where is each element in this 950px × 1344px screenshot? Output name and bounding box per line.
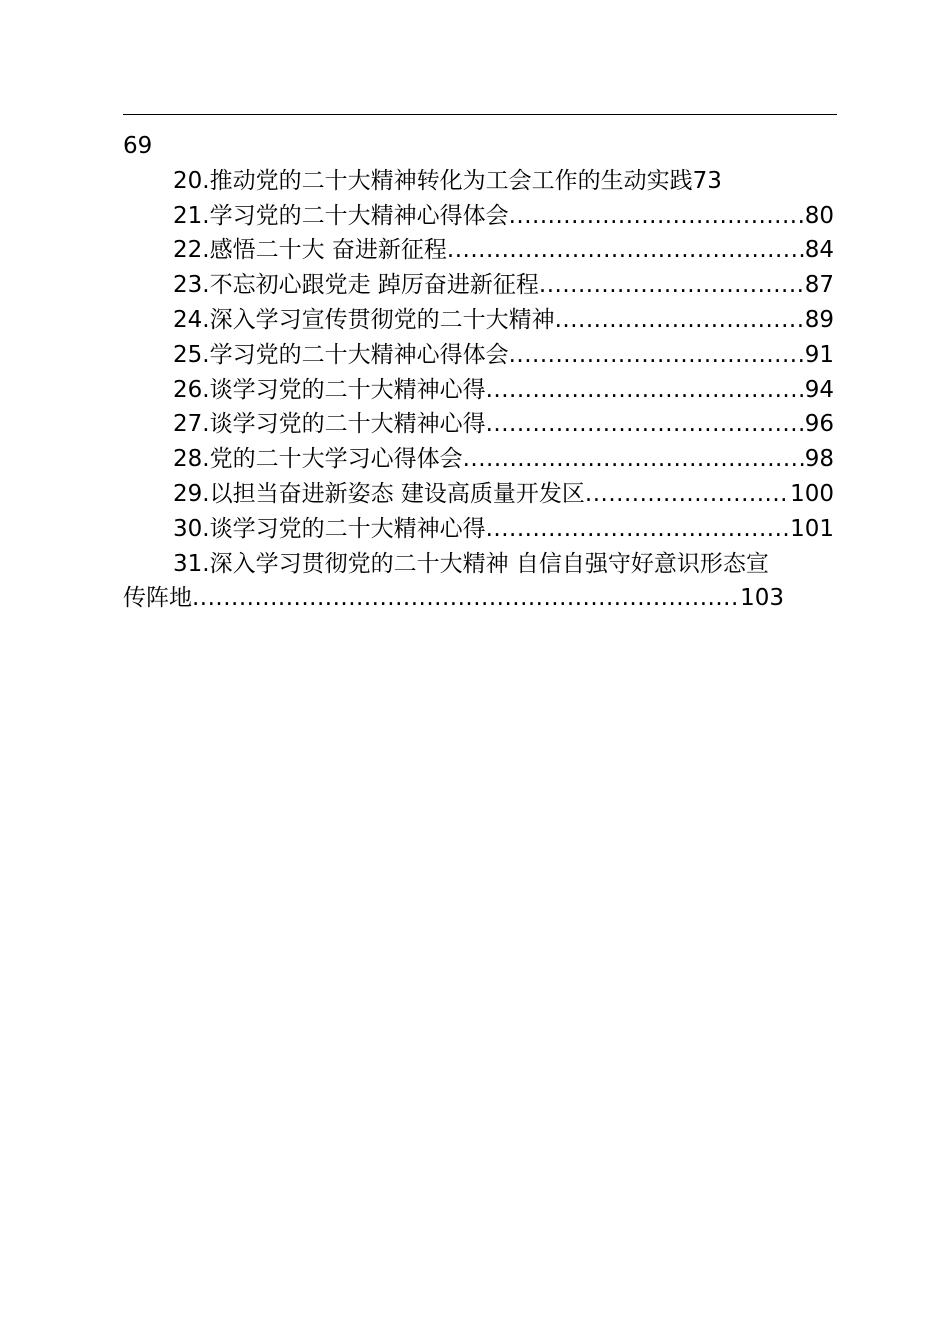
toc-dot-leader bbox=[486, 373, 805, 408]
toc-entry-title-continued: 传阵地 bbox=[123, 585, 192, 612]
toc-entry-page: 98 bbox=[804, 446, 834, 473]
toc-entry-title: 21.学习党的二十大精神心得体会 bbox=[173, 202, 509, 229]
toc-entry-page: 89 bbox=[804, 306, 834, 333]
toc-entry-page: 96 bbox=[804, 411, 834, 438]
toc-entry-page: 103 bbox=[740, 585, 784, 612]
toc-dot-leader bbox=[486, 407, 805, 442]
toc-entry[interactable] bbox=[123, 268, 834, 303]
toc-entry-title: 24.深入学习宣传贯彻党的二十大精神 bbox=[173, 306, 555, 333]
toc-entry-title: 20.推动党的二十大精神转化为工会工作的生动实践 bbox=[173, 167, 693, 194]
toc-entry-title: 30.谈学习党的二十大精神心得 bbox=[173, 515, 486, 542]
toc-dot-leader bbox=[486, 512, 791, 547]
toc-entry[interactable] bbox=[123, 547, 837, 582]
toc-dot-leader bbox=[192, 581, 740, 616]
toc-entry-page: 87 bbox=[804, 272, 834, 299]
toc-entry-title: 28.党的二十大学习心得体会 bbox=[173, 446, 463, 473]
toc-dot-leader bbox=[463, 442, 805, 477]
toc-entry-title: 26.谈学习党的二十大精神心得 bbox=[173, 376, 486, 403]
toc-dot-leader bbox=[509, 199, 805, 234]
toc-dot-leader bbox=[447, 233, 805, 268]
toc-entry-title: 22.感悟二十大 奋进新征程 bbox=[173, 237, 447, 264]
table-of-contents bbox=[123, 129, 837, 616]
toc-entry[interactable] bbox=[123, 164, 834, 199]
toc-entry-title: 25.学习党的二十大精神心得体会 bbox=[173, 341, 509, 368]
carry-over-page-number: 69 bbox=[123, 133, 153, 159]
toc-entry[interactable] bbox=[123, 233, 834, 268]
toc-entry-page: 80 bbox=[804, 202, 834, 229]
toc-entry[interactable] bbox=[123, 477, 834, 512]
toc-entry-page: 101 bbox=[790, 515, 834, 542]
toc-entry-page: 73 bbox=[692, 167, 722, 194]
toc-entry[interactable] bbox=[123, 199, 834, 234]
toc-entry[interactable] bbox=[123, 407, 834, 442]
toc-entry-title: 23.不忘初心跟党走 踔厉奋进新征程 bbox=[173, 272, 539, 299]
toc-entry[interactable] bbox=[123, 442, 834, 477]
toc-entry[interactable] bbox=[123, 303, 834, 338]
toc-entry-title: 29.以担当奋进新姿态 建设高质量开发区 bbox=[173, 480, 585, 507]
toc-entry[interactable] bbox=[123, 373, 834, 408]
toc-entry-page: 100 bbox=[790, 480, 834, 507]
toc-dot-leader bbox=[539, 268, 805, 303]
toc-entry-continuation[interactable] bbox=[123, 581, 784, 616]
toc-entry-title: 31.深入学习贯彻党的二十大精神 自信自强守好意识形态宣 bbox=[173, 550, 769, 577]
header-rule bbox=[123, 114, 837, 115]
toc-entry-title: 27.谈学习党的二十大精神心得 bbox=[173, 411, 486, 438]
toc-dot-leader bbox=[509, 338, 805, 373]
toc-entry-page: 94 bbox=[804, 376, 834, 403]
toc-dot-leader bbox=[585, 477, 790, 512]
toc-entry-page: 84 bbox=[804, 237, 834, 264]
toc-entry[interactable] bbox=[123, 512, 834, 547]
toc-entry-page: 91 bbox=[804, 341, 834, 368]
toc-dot-leader bbox=[555, 303, 805, 338]
toc-entry[interactable] bbox=[123, 338, 834, 373]
